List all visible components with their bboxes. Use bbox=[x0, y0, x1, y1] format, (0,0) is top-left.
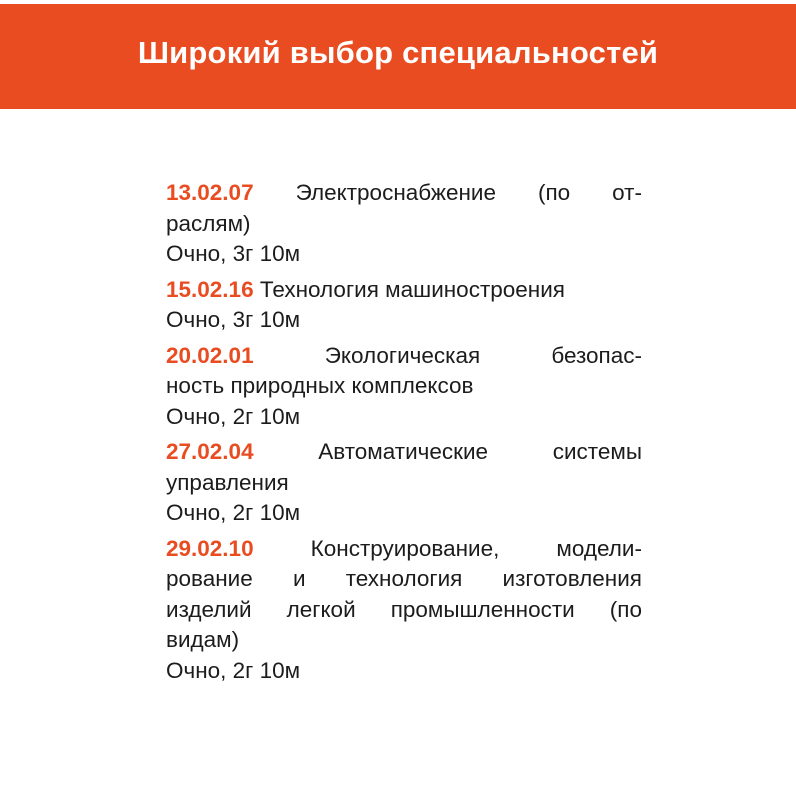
specialty-title-line bbox=[166, 468, 642, 499]
specialty-title-word: ность природных комплексов bbox=[166, 373, 474, 398]
specialty-title-line bbox=[166, 341, 642, 372]
specialty-title-word: изделий bbox=[166, 596, 252, 622]
specialty-title-line bbox=[166, 564, 642, 595]
study-mode: Очно, 3г 10м bbox=[166, 307, 301, 332]
specialty-title-word: видам) bbox=[166, 627, 240, 652]
study-mode: Очно, 2г 10м bbox=[166, 403, 301, 429]
specialty-item bbox=[166, 275, 642, 336]
specialty-list bbox=[166, 178, 642, 691]
specialty-code: 13.02.07 bbox=[166, 180, 254, 205]
specialty-title-word: от- bbox=[612, 180, 642, 205]
study-mode: Очно, 3г 10м bbox=[166, 241, 301, 266]
specialty-title-line bbox=[166, 371, 642, 402]
specialty-title-line bbox=[166, 595, 642, 626]
specialty-code: 15.02.16 bbox=[166, 276, 254, 302]
specialty-item bbox=[166, 341, 642, 433]
specialty-title-line bbox=[166, 209, 642, 240]
specialty-title-line bbox=[166, 178, 642, 209]
specialty-title-line bbox=[166, 625, 642, 656]
specialty-title-word: управления bbox=[166, 469, 289, 495]
specialty-title-word: раслям) bbox=[166, 210, 251, 236]
specialty-title-word: (по bbox=[609, 596, 642, 622]
study-mode: Очно, 2г 10м bbox=[166, 500, 301, 525]
specialty-title-word: Конструирование, bbox=[310, 535, 500, 561]
specialty-title-line bbox=[166, 437, 642, 468]
specialty-title-word: системы bbox=[552, 439, 642, 464]
specialty-code: 20.02.01 bbox=[166, 342, 254, 368]
specialty-code: 29.02.10 bbox=[166, 535, 254, 561]
specialty-title-word: безопас- bbox=[551, 342, 642, 368]
specialty-title-word: и bbox=[292, 566, 306, 591]
specialty-title-word: промышленности bbox=[390, 596, 575, 622]
specialty-title-word: Автоматические bbox=[318, 439, 489, 464]
specialty-item bbox=[166, 437, 642, 529]
specialty-title-word: легкой bbox=[286, 596, 356, 622]
specialty-title-word: Технология машиностроения bbox=[259, 276, 565, 302]
study-mode: Очно, 2г 10м bbox=[166, 657, 301, 683]
specialty-title-word: Экологическая bbox=[324, 342, 481, 368]
page-title: Широкий выбор специальностей bbox=[137, 34, 659, 70]
specialty-title-line bbox=[166, 275, 642, 306]
specialty-title-word: технология bbox=[345, 566, 463, 591]
specialty-item bbox=[166, 178, 642, 270]
specialty-title-word: модели- bbox=[556, 535, 642, 561]
specialty-title-word: рование bbox=[166, 566, 253, 591]
specialty-title-word: изготовления bbox=[502, 566, 642, 591]
specialty-title-word: (по bbox=[537, 180, 571, 205]
specialty-item bbox=[166, 534, 642, 687]
specialty-title-line bbox=[166, 534, 642, 565]
header-banner bbox=[0, 4, 796, 109]
specialty-code: 27.02.04 bbox=[166, 439, 254, 464]
specialty-title-word: Электроснабжение bbox=[295, 180, 496, 205]
